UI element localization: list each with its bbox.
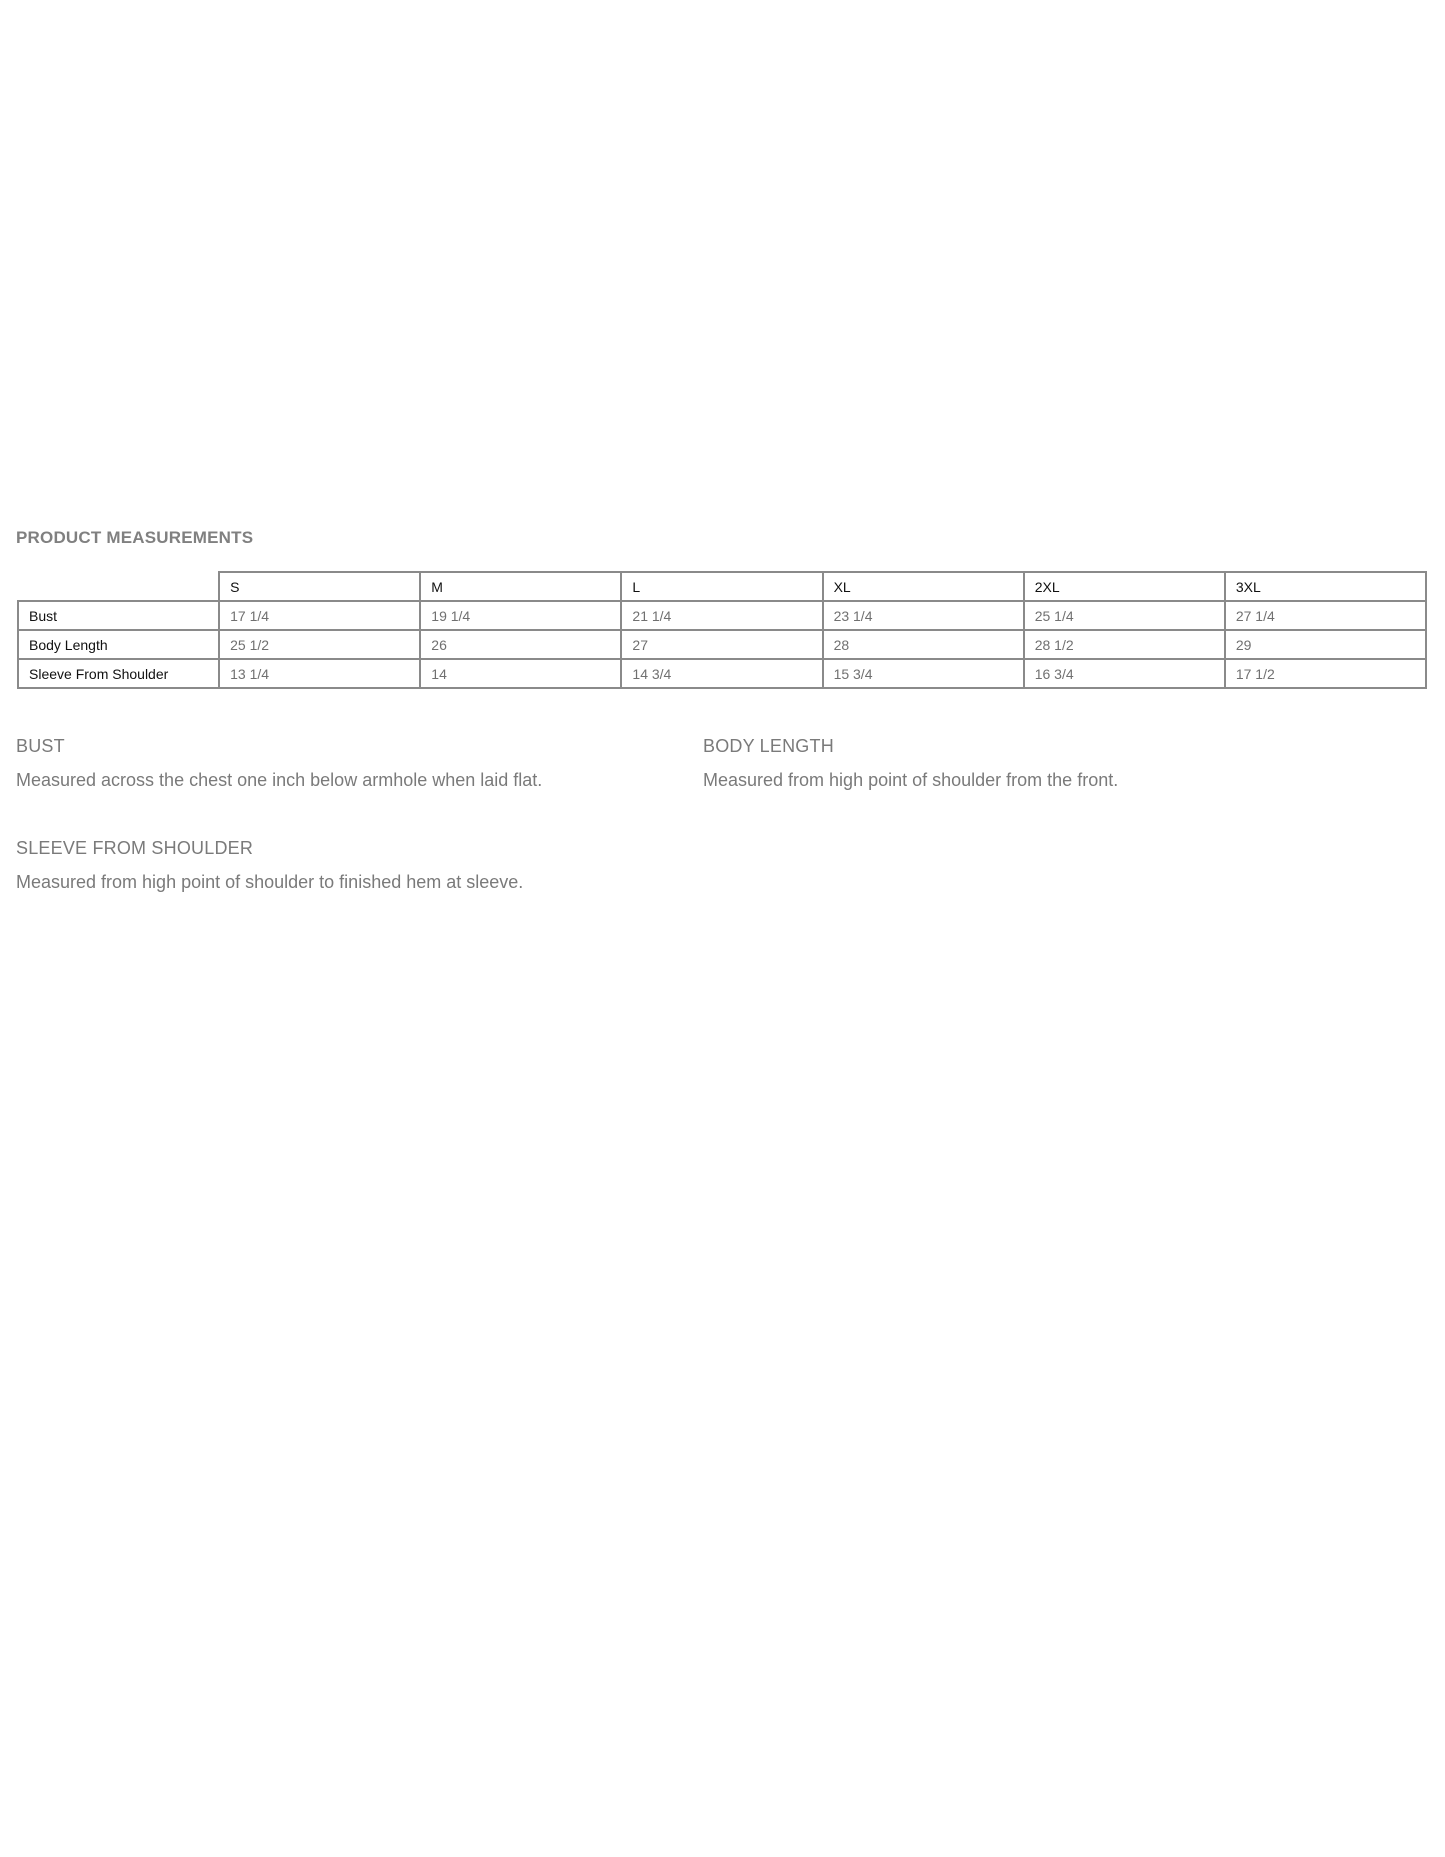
row-label: Bust — [18, 601, 219, 630]
table-cell: 29 — [1225, 630, 1426, 659]
size-header-s: S — [219, 572, 420, 601]
table-cell: 16 3/4 — [1024, 659, 1225, 688]
definition-term: SLEEVE FROM SHOULDER — [16, 838, 254, 858]
row-label: Body Length — [18, 630, 219, 659]
table-cell: 27 — [621, 630, 822, 659]
definition-description: Measured from high point of shoulder from the front. — [703, 770, 1119, 790]
table-cell: 17 1/4 — [219, 601, 420, 630]
table-cell: 19 1/4 — [420, 601, 621, 630]
table-cell: 26 — [420, 630, 621, 659]
table-cell: 17 1/2 — [1225, 659, 1426, 688]
table-row-bust — [18, 601, 1426, 630]
row-label: Sleeve From Shoulder — [18, 659, 219, 688]
table-cell: 28 — [823, 630, 1024, 659]
table-cell: 15 3/4 — [823, 659, 1024, 688]
size-header-3xl: 3XL — [1225, 572, 1426, 601]
table-cell: 25 1/4 — [1024, 601, 1225, 630]
definition-sleeve — [16, 838, 523, 893]
measurements-table — [17, 571, 1427, 689]
table-corner-cell — [18, 572, 219, 601]
definition-description: Measured from high point of shoulder to finished hem at sleeve. — [16, 872, 524, 892]
table-cell: 28 1/2 — [1024, 630, 1225, 659]
definition-bust — [16, 736, 542, 791]
definition-term: BODY LENGTH — [703, 736, 834, 756]
table-row-sleeve — [18, 659, 1426, 688]
size-header-l: L — [621, 572, 822, 601]
table-row-body-length — [18, 630, 1426, 659]
table-cell: 25 1/2 — [219, 630, 420, 659]
table-cell: 23 1/4 — [823, 601, 1024, 630]
page-title: PRODUCT MEASUREMENTS — [16, 528, 254, 547]
table-header-row — [18, 572, 1426, 601]
definition-term: BUST — [16, 736, 65, 756]
definition-description: Measured across the chest one inch below armhole when laid flat. — [16, 770, 543, 790]
table-cell: 27 1/4 — [1225, 601, 1426, 630]
table-cell: 13 1/4 — [219, 659, 420, 688]
definition-body-length — [703, 736, 1118, 791]
table-cell: 14 3/4 — [621, 659, 822, 688]
size-header-2xl: 2XL — [1024, 572, 1225, 601]
size-header-xl: XL — [823, 572, 1024, 601]
size-header-m: M — [420, 572, 621, 601]
table-cell: 21 1/4 — [621, 601, 822, 630]
table-cell: 14 — [420, 659, 621, 688]
